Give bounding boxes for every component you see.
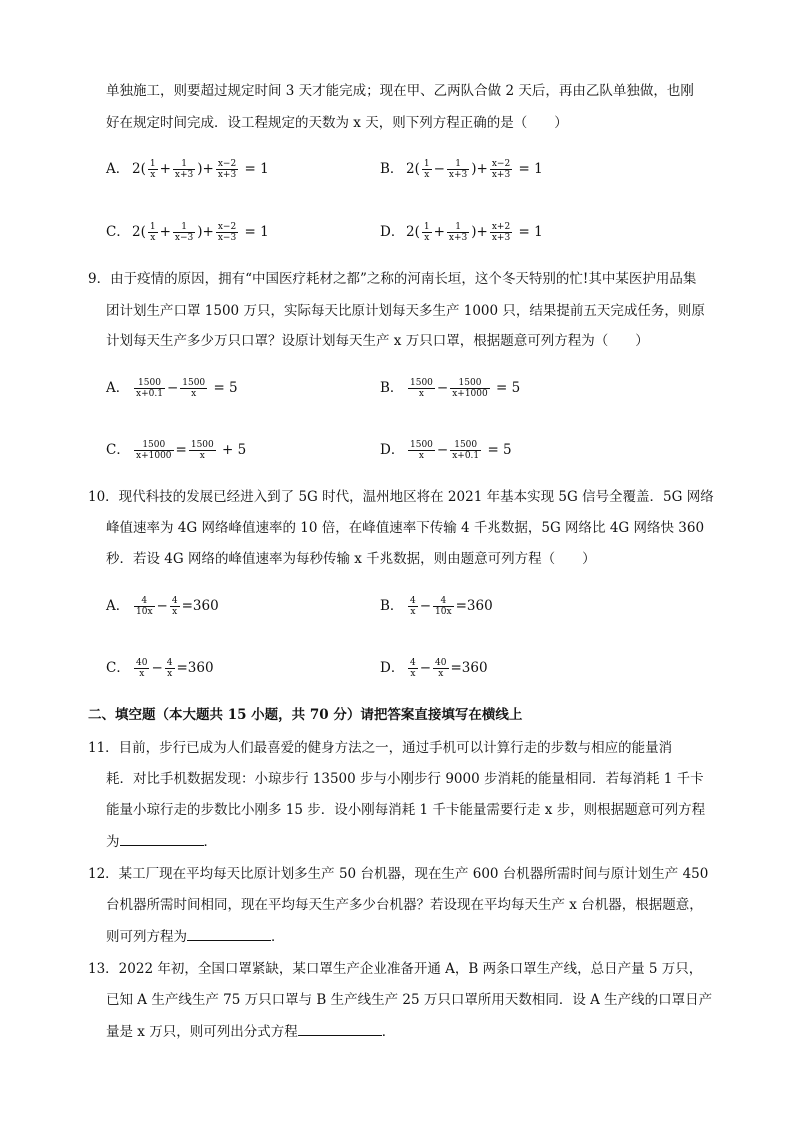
q11-text-line2: 耗．对比手机数据发现：小琼步行 13500 步与小刚步行 9000 步消耗的能量相同．若每消耗 1 千卡 bbox=[106, 771, 704, 787]
q12-text-line1: 12．某工厂现在平均每天比原计划多生产 50 台机器，现在生产 600 台机器所需时间与原计划生产 450 bbox=[88, 866, 709, 882]
q11-text-line3: 能量小琼行走的步数比小刚多 15 步．设小刚每消耗 1 千卡能量需要行走 x 步，则根据题意可列方程 bbox=[106, 802, 706, 818]
q9-text-line3: 计划每天生产多少万只口罩？设原计划每天生产 x 万只口罩，根据题意可列方程为（ ） bbox=[106, 333, 649, 349]
q10-option-c[interactable]: C． $\frac{40}{x}$ − $\frac{4}{x}$ =360 bbox=[106, 658, 214, 679]
section-heading-fill-blank: 二、填空题（本大题共 15 小题，共 70 分）请把答案直接填写在横线上 bbox=[88, 707, 523, 723]
q8-text-line1: 单独施工，则要超过规定时间 3 天才能完成；现在甲、乙两队合做 2 天后，再由乙队单独做，也刚 bbox=[106, 83, 694, 99]
q9-option-c[interactable]: C． $\frac{1500}{x+1000}$ = $\frac{1500}{x}$ + 5 bbox=[106, 440, 247, 461]
q9-text-line1: 9．由于疫情的原因，拥有“中国医疗耗材之都”之称的河南长垣，这个冬天特别的忙!其中某医护用品集 bbox=[88, 271, 697, 287]
q8-option-a[interactable]: A． 2( $\frac{1}{x}$ + $\frac{1}{x+3}$ )+ $\frac{x-2}{x+3}$ = 1 bbox=[106, 159, 269, 180]
q9-option-b[interactable]: B． $\frac{1500}{x}$ − $\frac{1500}{x+1000}$ = 5 bbox=[380, 378, 521, 399]
q10-text-line2: 峰值速率为 4G 网络峰值速率的 10 倍，在峰值速率下传输 4 千兆数据，5G 网络比 4G 网络快 360 bbox=[106, 520, 705, 536]
q13-text-line2: 已知 A 生产线生产 75 万只口罩与 B 生产线生产 25 万只口罩所用天数相同．设 A 生产线的口罩日产 bbox=[106, 992, 713, 1008]
q10-text-line3: 秒．若设 4G 网络的峰值速率为每秒传输 x 千兆数据，则由题意可列方程（ ） bbox=[106, 551, 596, 567]
q12-answer-blank[interactable] bbox=[187, 926, 271, 941]
q8-text-line2: 好在规定时间完成．设工程规定的天数为 x 天，则下列方程正确的是（ ） bbox=[106, 115, 568, 131]
q10-option-b[interactable]: B． $\frac{4}{x}$ − $\frac{4}{10x}$ =360 bbox=[380, 596, 493, 617]
q11-answer-blank[interactable] bbox=[120, 831, 204, 846]
q10-text-line1: 10．现代科技的发展已经进入到了 5G 时代，温州地区将在 2021 年基本实现 5G 信号全覆盖．5G 网络 bbox=[88, 489, 714, 505]
q11-text-line4: 为 ． bbox=[106, 831, 217, 852]
q12-text-line3: 则可列方程为 ． bbox=[106, 926, 285, 947]
q13-answer-blank[interactable] bbox=[298, 1021, 382, 1036]
q9-option-a[interactable]: A． $\frac{1500}{x+0.1}$ − $\frac{1500}{x}$ = 5 bbox=[106, 378, 238, 399]
q8-option-c[interactable]: C． 2( $\frac{1}{x}$ + $\frac{1}{x-3}$ )+ $\frac{x-2}{x-3}$ = 1 bbox=[106, 222, 269, 243]
q13-text-line3: 量是 x 万只，则可列出分式方程 ． bbox=[106, 1021, 395, 1042]
q8-option-d[interactable]: D． 2( $\frac{1}{x}$ + $\frac{1}{x+3}$ )+ $\frac{x+2}{x+3}$ = 1 bbox=[380, 222, 543, 243]
q11-text-line1: 11．目前，步行已成为人们最喜爱的健身方法之一，通过手机可以计算行走的步数与相应的能量消 bbox=[88, 740, 673, 756]
q9-text-line2: 团计划生产口罩 1500 万只，实际每天比原计划每天多生产 1000 只，结果提前五天完成任务，则原 bbox=[106, 303, 705, 319]
q8-option-b[interactable]: B． 2( $\frac{1}{x}$ − $\frac{1}{x+3}$ )+ $\frac{x-2}{x+3}$ = 1 bbox=[380, 159, 543, 180]
q9-option-d[interactable]: D． $\frac{1500}{x}$ − $\frac{1500}{x+0.1}$ = 5 bbox=[380, 440, 512, 461]
q10-option-a[interactable]: A． $\frac{4}{10x}$ − $\frac{4}{x}$ =360 bbox=[106, 596, 219, 617]
q13-text-line1: 13．2022 年初，全国口罩紧缺，某口罩生产企业准备开通 A，B 两条口罩生产线，总日产量 5 万只， bbox=[88, 961, 703, 977]
q10-option-d[interactable]: D． $\frac{4}{x}$ − $\frac{40}{x}$ =360 bbox=[380, 658, 488, 679]
q12-text-line2: 台机器所需时间相同，现在平均每天生产多少台机器？若设现在平均每天生产 x 台机器，根据题意， bbox=[106, 897, 703, 913]
